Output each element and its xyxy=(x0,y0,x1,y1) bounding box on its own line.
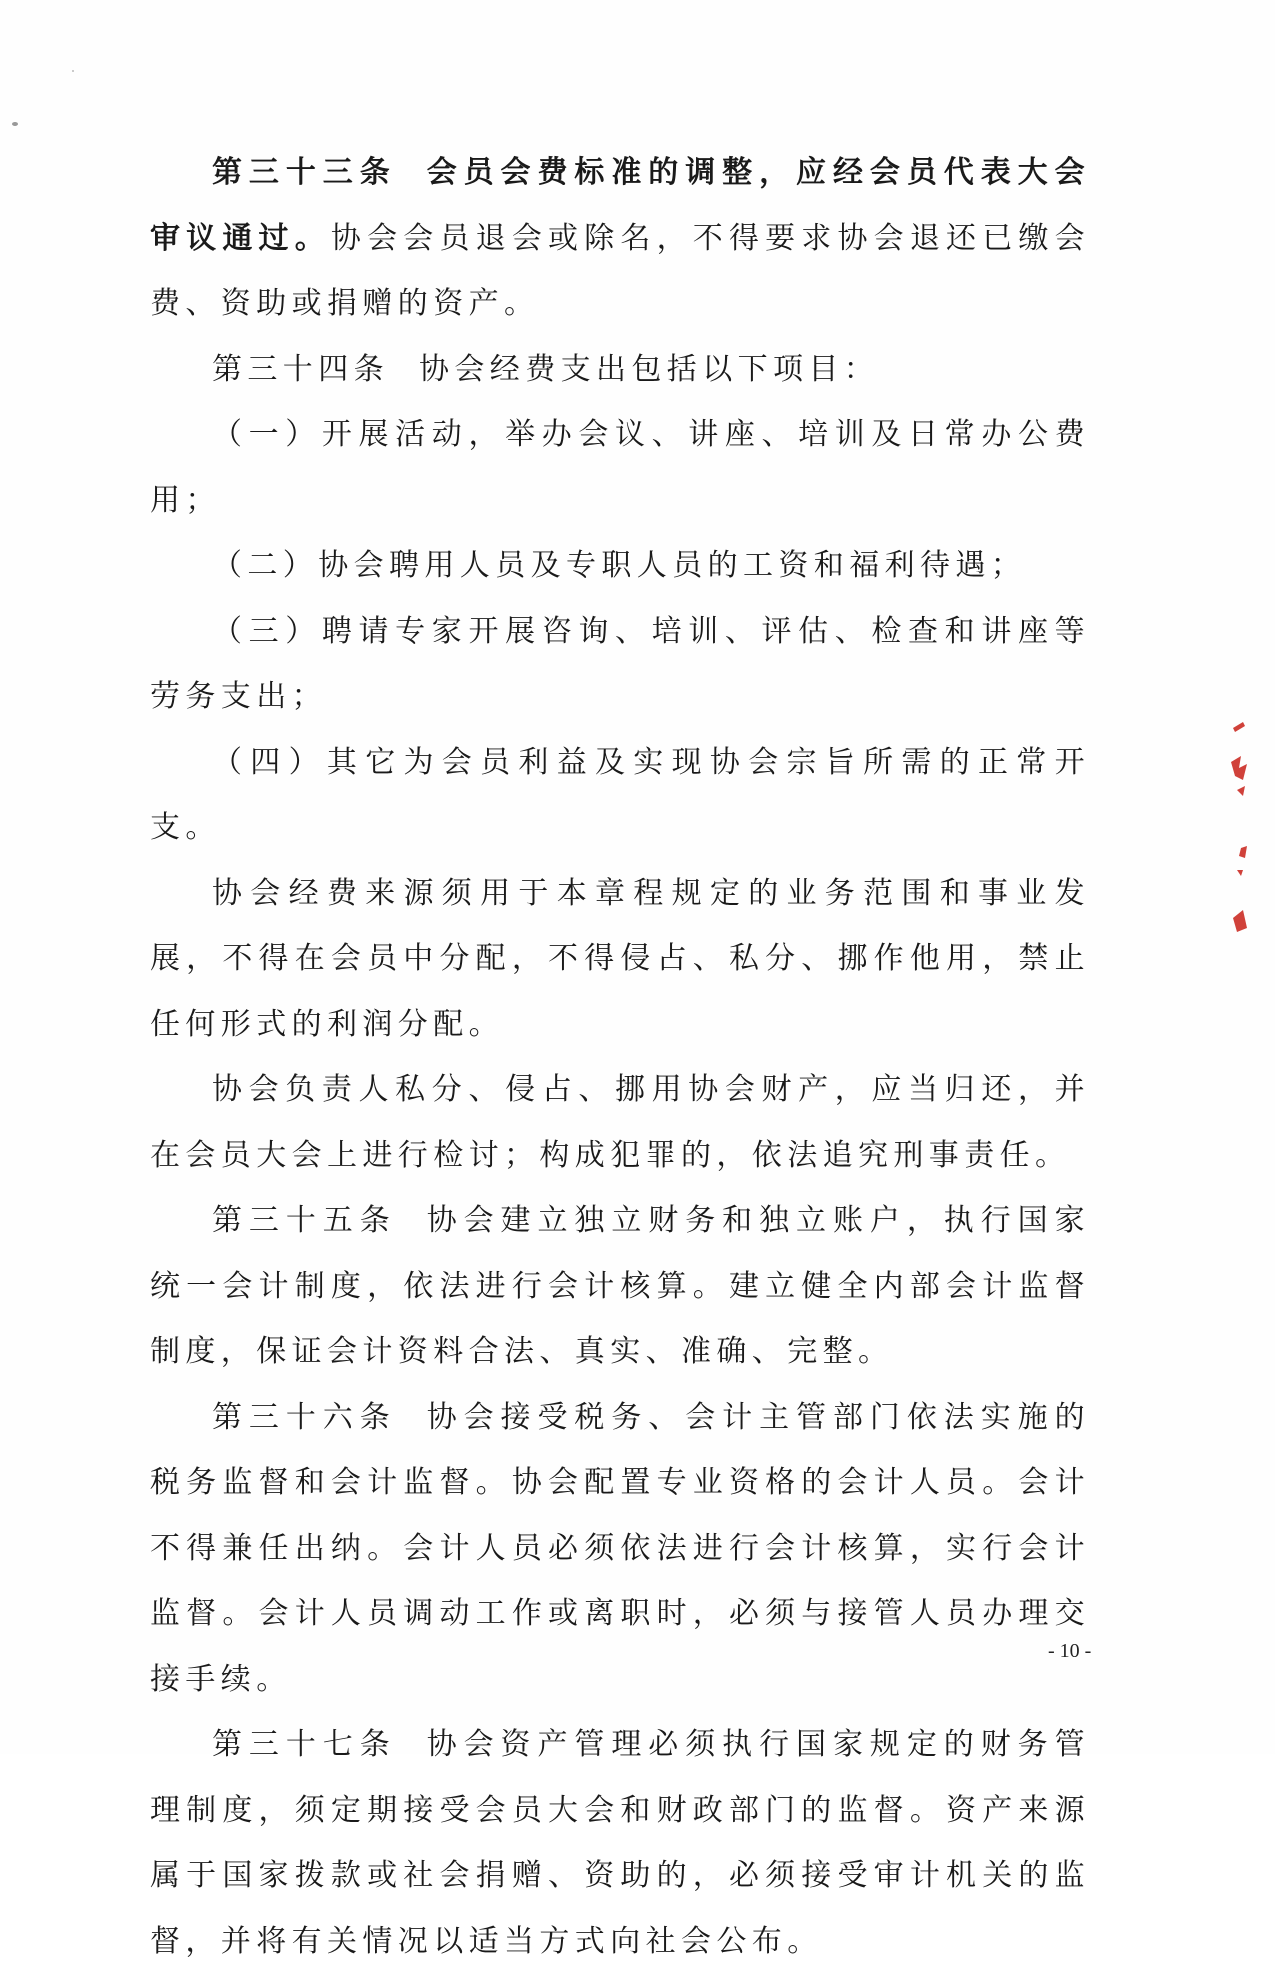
paragraph-liability: 协会负责人私分、侵占、挪用协会财产，应当归还，并在会员大会上进行检讨；构成犯罪的，依法追究刑事责任。 xyxy=(150,1072,1090,1173)
article-37 xyxy=(150,1712,1090,1974)
article-34 xyxy=(150,337,1090,403)
article-35-text: 协会建立独立财务和独立账户，执行国家统一会计制度，依法进行会计核算。建立健全内部会计监督制度，保证会计资料合法、真实、准确、完整。 xyxy=(150,1203,1091,1369)
seal-edge-fragment xyxy=(1225,720,1255,960)
article-34-heading: 第三十四条 xyxy=(212,351,389,387)
article-33-text: 会员会费标准的调整，应经会员代表大会审议通过。 xyxy=(150,155,1091,256)
list-item: （四）其它为会员利益及实现协会宗旨所需的正常开支。 xyxy=(150,744,1090,845)
article-35 xyxy=(150,1188,1090,1385)
list-item: （二）协会聘用人员及专职人员的工资和福利待遇； xyxy=(212,548,1027,583)
seal-marks xyxy=(1231,722,1247,932)
scan-speck xyxy=(12,122,18,126)
article-36-text: 协会接受税务、会计主管部门依法实施的税务监督和会计监督。协会配置专业资格的会计人员。会计不得兼任出纳。会计人员必须依法进行会计核算，实行会计监督。会计人员调动工作或离职时，必须与接管人员办理交接手续。 xyxy=(150,1399,1091,1697)
article-33-heading: 第三十三条 xyxy=(212,155,397,190)
document-body xyxy=(150,140,1090,1974)
article-36-heading: 第三十六条 xyxy=(212,1399,397,1435)
scan-speck xyxy=(72,70,74,72)
article-37-text: 协会资产管理必须执行国家规定的财务管理制度，须定期接受会员大会和财政部门的监督。资产来源属于国家拨款或社会捐赠、资助的，必须接受审计机关的监督，并将有关情况以适当方式向社会公布。 xyxy=(150,1727,1091,1959)
article-36 xyxy=(150,1385,1090,1713)
list-item: （三）聘请专家开展咨询、培训、评估、检查和讲座等劳务支出； xyxy=(150,613,1090,714)
article-33 xyxy=(150,140,1090,337)
article-35-heading: 第三十五条 xyxy=(212,1203,397,1238)
list-item: （一）开展活动，举办会议、讲座、培训及日常办公费用； xyxy=(150,417,1090,518)
page-number: - 10 - xyxy=(1048,1640,1092,1662)
article-37-heading: 第三十七条 xyxy=(212,1727,397,1762)
paragraph-funds-use: 协会经费来源须用于本章程规定的业务范围和事业发展，不得在会员中分配，不得侵占、私分、挪作他用，禁止任何形式的利润分配。 xyxy=(150,875,1090,1042)
article-33-rest: 协会会员退会或除名，不得要求协会退还已缴会费、资助或捐赠的资产。 xyxy=(150,220,1090,321)
article-34-text: 协会经费支出包括以下项目： xyxy=(419,351,880,387)
